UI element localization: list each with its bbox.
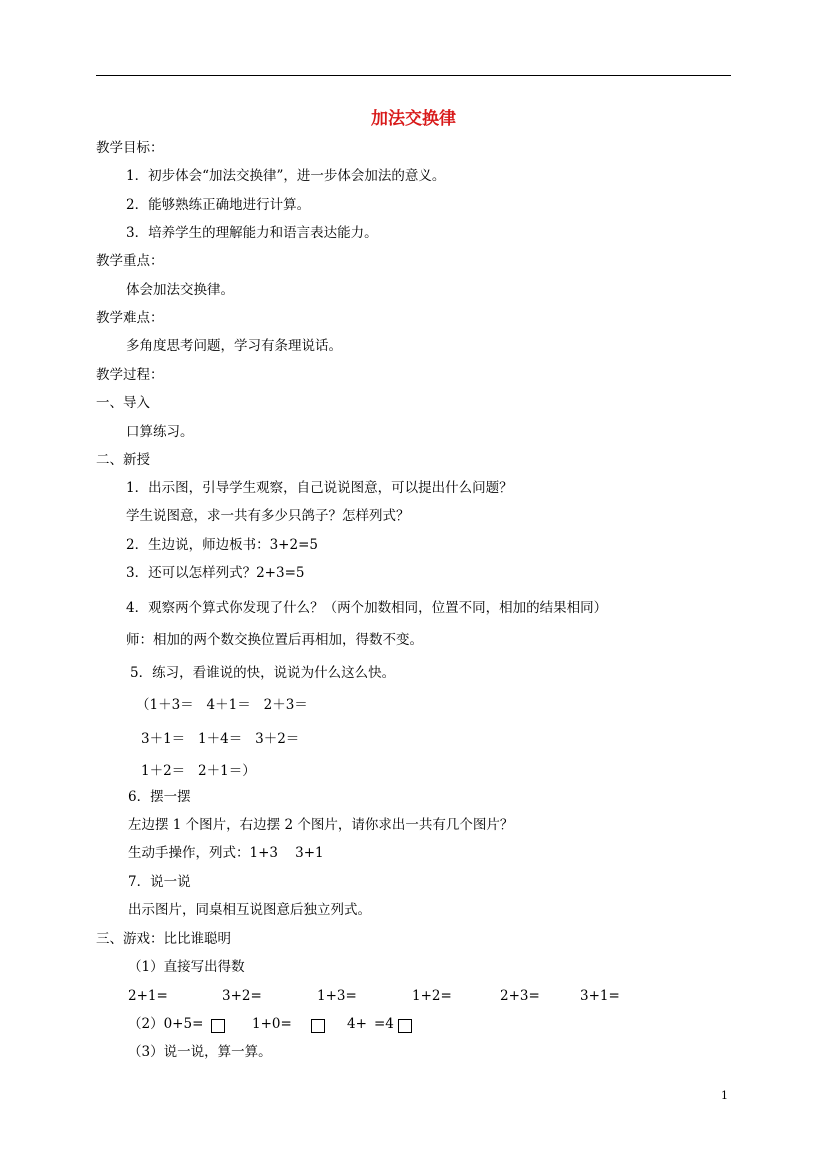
answer-box-1[interactable]: [211, 1019, 225, 1033]
difficulty-text: 多角度思考问题，学习有条理说话。: [126, 338, 342, 354]
exercise-row-2: 3＋1＝ 1＋4＝ 3＋2＝: [141, 731, 300, 747]
exercise-row-3: 1＋2＝ 2＋1＝）: [141, 763, 256, 779]
game-expr-2: 3+2=: [222, 988, 262, 1004]
section-heading-difficulty: 教学难点：: [96, 310, 164, 326]
game-part-1: （1）直接写出得数: [128, 959, 245, 975]
step-1-followup: 学生说图意，求一共有多少只鸽子？怎样列式？: [126, 508, 410, 524]
objective-2: 2．能够熟练正确地进行计算。: [126, 197, 311, 213]
answer-box-3[interactable]: [398, 1019, 412, 1033]
header-rule: [96, 75, 731, 76]
answer-box-2[interactable]: [311, 1019, 325, 1033]
step-4: 4．观察两个算式你发现了什么？（两个加数相同，位置不同，相加的结果相同）: [126, 600, 608, 616]
game-part-2-expr-3b: =4: [374, 1016, 394, 1032]
step-3: 3．还可以怎样列式？2+3=5: [126, 565, 305, 581]
game-part-2-label: （2）0+5=: [128, 1016, 204, 1032]
section-3-heading: 三、游戏：比比谁聪明: [96, 931, 231, 947]
objective-1: 1．初步体会“加法交换律”，进一步体会加法的意义。: [126, 168, 446, 184]
step-6-equation: 生动手操作，列式：1+3 3+1: [128, 845, 324, 861]
game-part-3: （3）说一说，算一算。: [128, 1044, 272, 1060]
game-expr-5: 2+3=: [500, 988, 540, 1004]
game-part-2-expr-3a: 4+: [347, 1016, 367, 1032]
step-2: 2．生边说，师边板书：3+2=5: [126, 537, 318, 553]
section-1-heading: 一、导入: [96, 395, 150, 411]
section-2-heading: 二、新授: [96, 452, 150, 468]
section-1-text: 口算练习。: [126, 424, 194, 440]
page-number: 1: [721, 1089, 728, 1102]
step-6: 6．摆一摆: [128, 789, 191, 805]
game-part-2-expr-2: 1+0=: [252, 1016, 292, 1032]
exercise-row-1: （1＋3＝ 4＋1＝ 2＋3＝: [136, 697, 308, 713]
game-expr-1: 2+1=: [128, 988, 168, 1004]
key-point-text: 体会加法交换律。: [126, 282, 234, 298]
objective-3: 3．培养学生的理解能力和语言表达能力。: [126, 225, 378, 241]
page-title: 加法交换律: [371, 109, 456, 129]
step-7: 7．说一说: [128, 874, 191, 890]
game-expr-3: 1+3=: [317, 988, 357, 1004]
section-heading-key-point: 教学重点：: [96, 253, 164, 269]
step-7-text: 出示图片，同桌相互说图意后独立列式。: [128, 902, 371, 918]
game-expr-4: 1+2=: [412, 988, 452, 1004]
step-5: 5．练习，看谁说的快，说说为什么这么快。: [130, 665, 396, 681]
section-heading-objectives: 教学目标：: [96, 140, 164, 156]
game-expr-6: 3+1=: [580, 988, 620, 1004]
section-heading-process: 教学过程：: [96, 367, 164, 383]
teacher-remark: 师：相加的两个数交换位置后再相加，得数不变。: [126, 632, 423, 648]
step-6-text: 左边摆 1 个图片，右边摆 2 个图片，请你求出一共有几个图片？: [128, 817, 514, 833]
step-1: 1．出示图，引导学生观察，自己说说图意，可以提出什么问题？: [126, 480, 513, 496]
